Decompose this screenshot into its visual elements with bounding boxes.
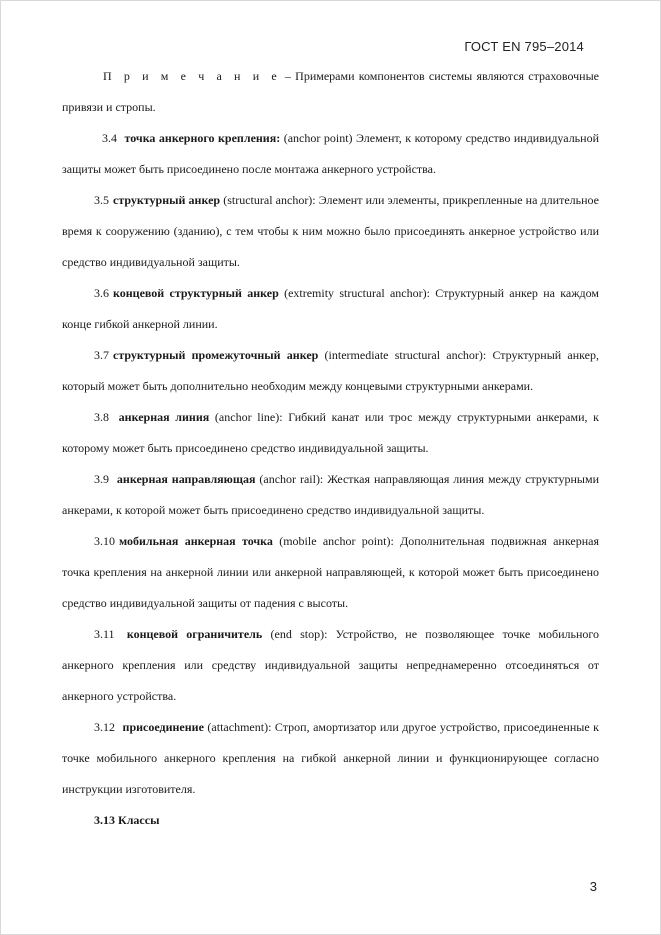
definition-text: (anchor rail): Жесткая направляющая линия между структурными анкерами, к которой может быть присоединено средство индивидуальной защиты. (62, 472, 600, 517)
definition-number: 3.6 (94, 286, 109, 300)
definition-term: мобильная анкерная точка (119, 534, 273, 548)
definition-term: точка анкерного крепления: (124, 131, 281, 145)
page-header-standard: ГОСТ EN 795–2014 (464, 39, 584, 54)
definition-number: 3.7 (94, 348, 109, 362)
definition-3-9 (62, 464, 599, 526)
definition-text: (anchor point) Элемент, к которому средство индивидуальной защиты может быть присоединено после монтажа анкерного устройства. (62, 131, 599, 176)
definition-text: (attachment): Строп, амортизатор или другое устройство, присоединенные к точке мобильного анкерного крепления на гибкой анкерной линии и функционирующее согласно инструкции изготовителя. (62, 720, 599, 796)
definition-text: (anchor line): Гибкий канат или трос между структурными анкерами, к которому может быть присоединено средство индивидуальной защиты. (62, 410, 599, 455)
definition-number: 3.11 (94, 627, 115, 641)
definition-3-8 (62, 402, 599, 464)
definition-text: (intermediate structural anchor): Структурный анкер, который может быть дополнительно необходим между концевыми структурными анкерами. (62, 348, 600, 393)
definition-3-7 (62, 340, 599, 402)
definition-number: 3.8 (94, 410, 109, 424)
definition-3-11 (62, 619, 599, 712)
definition-number: 3.12 (94, 720, 115, 734)
definition-term: анкерная линия (118, 410, 210, 424)
definition-number: 3.5 (94, 193, 109, 207)
page-number: 3 (589, 879, 597, 894)
definition-term: структурный анкер (113, 193, 221, 207)
note-paragraph (62, 61, 599, 123)
definition-term: концевой структурный анкер (113, 286, 279, 300)
section-heading: 3.13 Классы (94, 813, 160, 827)
page-content (62, 61, 599, 836)
definition-term: анкерная направляющая (116, 472, 256, 486)
definition-text: (end stop): Устройство, не позволяющее точке мобильного анкерного крепления или средству индивидуальной защиты непреднамеренно отсоединяться от анкерного устройства. (62, 627, 600, 703)
definition-3-4 (62, 123, 599, 185)
definition-term: концевой ограничитель (126, 627, 263, 641)
definition-3-10 (62, 526, 599, 619)
note-text: – Примерами компонентов системы являются страховочные привязи и стропы. (62, 69, 599, 114)
definition-text: (structural anchor): Элемент или элементы, прикрепленные на длительное время к сооружению (зданию), с тем чтобы к ним можно было присоединять анкерное устройство или средство индивидуальной защиты. (62, 193, 600, 269)
definition-number: 3.4 (102, 131, 117, 145)
note-label: П р и м е ч а н и е (103, 69, 281, 83)
definition-3-6 (62, 278, 599, 340)
definition-number: 3.10 (94, 534, 115, 548)
definition-3-12 (62, 712, 599, 805)
definition-term: структурный промежуточный анкер (113, 348, 319, 362)
definition-3-5 (62, 185, 599, 278)
definition-term: присоединение (122, 720, 204, 734)
definition-text: (extremity structural anchor): Структурный анкер на каждом конце гибкой анкерной линии. (62, 286, 599, 331)
definition-number: 3.9 (94, 472, 109, 486)
definition-text: (mobile anchor point): Дополнительная подвижная анкерная точка крепления на анкерной линии или анкерной направляющей, к которой может быть присоединено средство индивидуальной защиты от падения с высоты. (62, 534, 599, 610)
